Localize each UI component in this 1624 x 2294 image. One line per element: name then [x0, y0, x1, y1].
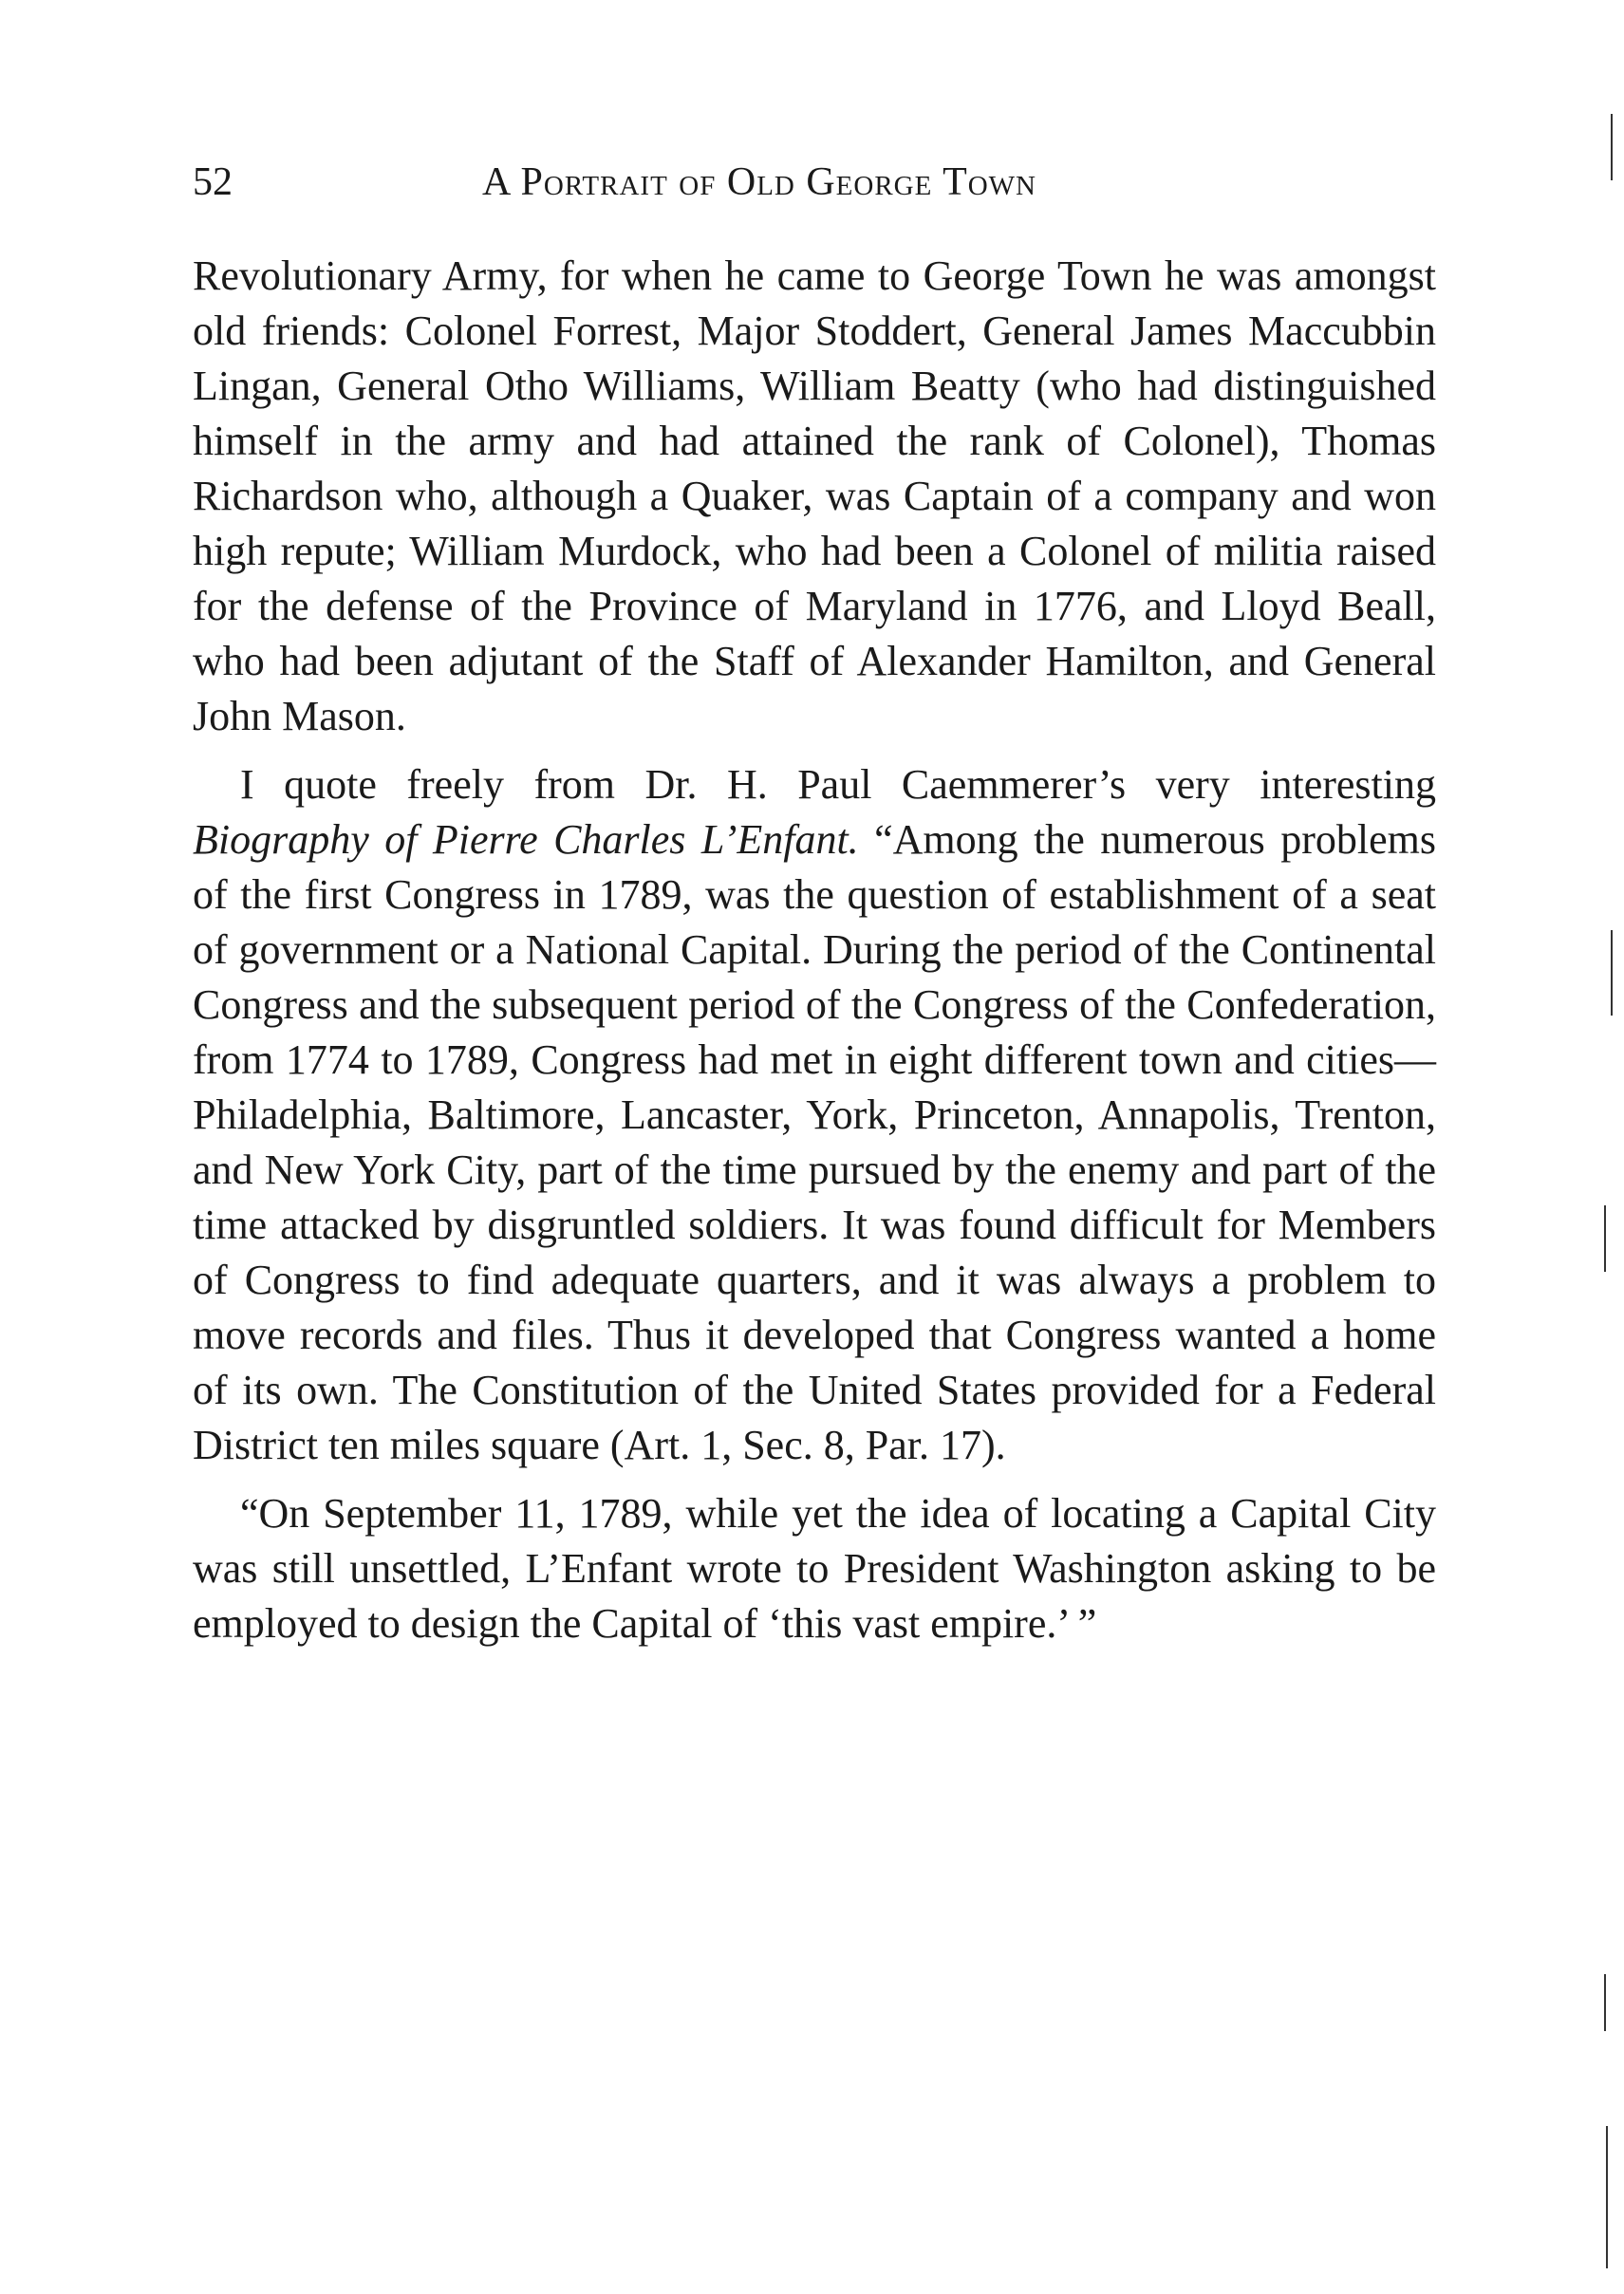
- paragraph-2-lead: I quote freely from Dr. H. Paul Caemmerer’s very interesting: [240, 761, 1436, 808]
- paragraph-2-quote: “Among the numerous problems of the first Congress in 1789, was the question of establishment of a seat of government or a National Capital. During the period of the Continental Congress and the subsequent period of the Congress of the Confederation, from 1774 to 1789, Congress had met in eight different town and cities—Philadelphia, Baltimore, Lancaster, York, Princeton, Annapolis, Trenton, and New York City, part of the time pursued by the enemy and part of the time attacked by disgruntled soldiers. It was found difficult for Members of Congress to find adequate quarters, and it was always a problem to move records and files. Thus it developed that Congress wanted a home of its own. The Constitution of the United States provided for a Federal District ten miles square (Art. 1, Sec. 8, Par. 17).: [193, 816, 1436, 1468]
- body-text: [193, 249, 1436, 1651]
- scan-edge-mark: [1606, 2126, 1608, 2268]
- paragraph-2: [193, 757, 1436, 1473]
- scan-edge-mark: [1604, 1205, 1606, 1272]
- running-head: [0, 154, 1624, 211]
- paragraph-3: “On September 11, 1789, while yet the idea of locating a Capital City was still unsettled, L’Enfant wrote to President Washington asking to be employed to design the Capital of ‘this vast empire.’ ”: [193, 1490, 1436, 1647]
- paragraph-1: Revolutionary Army, for when he came to George Town he was amongst old friends: Colonel Forrest, Major Stoddert, General James Maccubbin Lingan, General Otho Williams, William Beatty (who had distinguished himself in the army and had attained the rank of Colonel), Thomas Richardson who, although a Quaker, was Captain of a company and won high repute; William Murdock, who had been a Colonel of militia raised for the defense of the Province of Maryland in 1776, and Lloyd Beall, who had been adjutant of the Staff of Alexander Hamilton, and General John Mason.: [193, 252, 1436, 739]
- scan-edge-mark: [1604, 1974, 1606, 2031]
- book-title: Biography of Pierre Charles L’Enfant.: [193, 816, 859, 863]
- scan-edge-mark: [1611, 114, 1613, 180]
- scan-edge-mark: [1611, 930, 1613, 1016]
- page-number: 52: [193, 160, 233, 204]
- running-title: A Portrait of Old George Town: [482, 160, 1036, 204]
